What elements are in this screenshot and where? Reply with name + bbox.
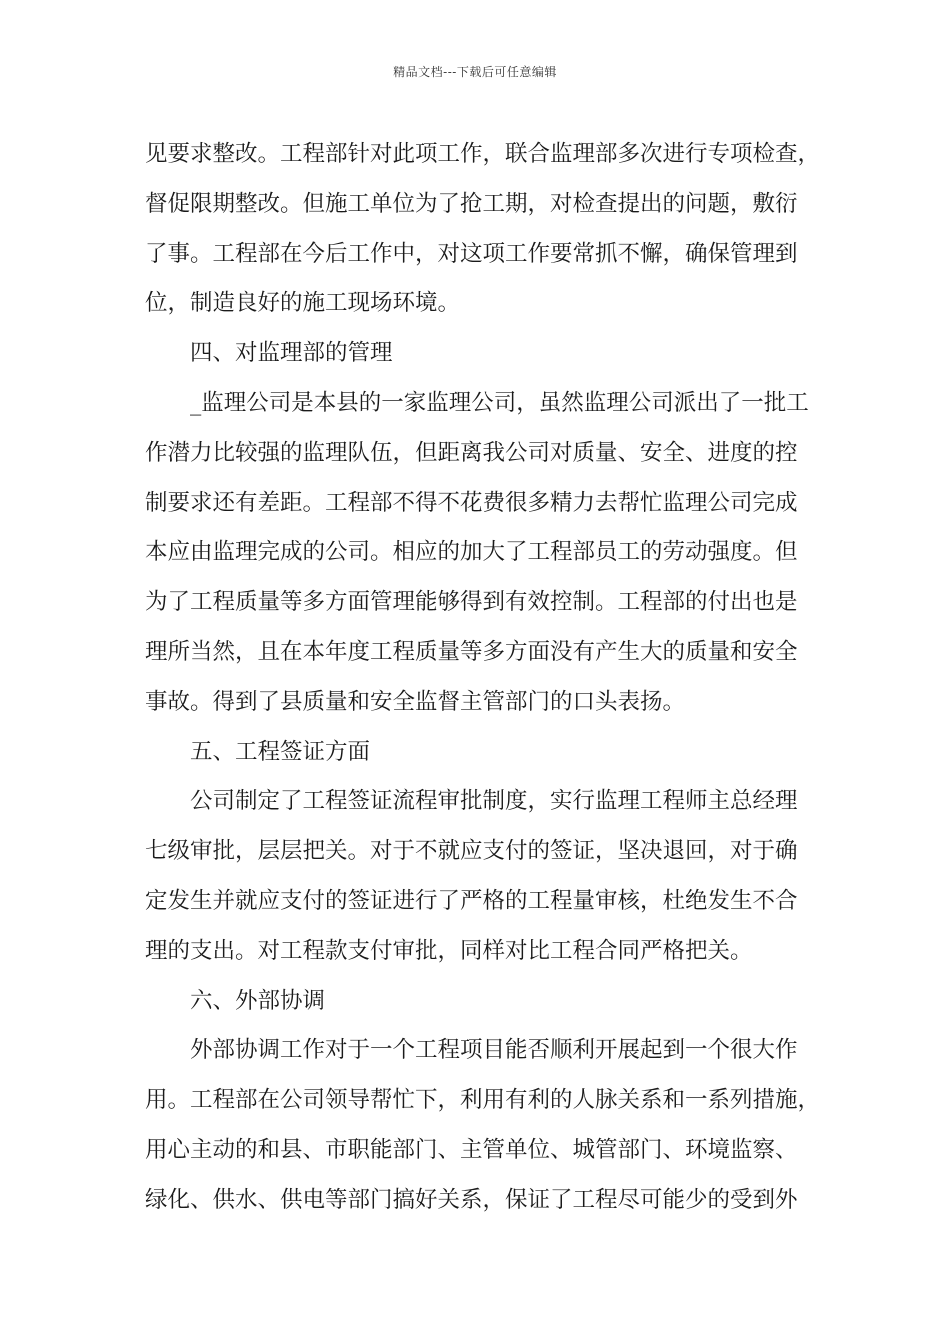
paragraph-line: 理所当然，且在本年度工程质量等多方面没有产生大的质量和安全 — [145, 638, 798, 665]
paragraph-line: 七级审批，层层把关。对于不就应支付的签证，坚决退回，对于确 — [145, 838, 798, 865]
section-heading: 五、工程签证方面 — [190, 738, 371, 765]
paragraph-line: 公司制定了工程签证流程审批制度，实行监理工程师主总经理 — [190, 788, 798, 815]
paragraph-line: 为了工程质量等多方面管理能够得到有效控制。工程部的付出也是 — [145, 589, 798, 616]
page-header: 精品文档---下载后可任意编辑 — [393, 65, 557, 79]
paragraph-line: 用。工程部在公司领导帮忙下，利用有利的人脉关系和一系列措施， — [145, 1087, 821, 1114]
paragraph-line: 外部协调工作对于一个工程项目能否顺利开展起到一个很大作 — [190, 1037, 798, 1064]
paragraph-line: 督促限期整改。但施工单位为了抢工期，对检查提出的问题，敷衍 — [145, 190, 798, 217]
paragraph-line: 绿化、供水、供电等部门搞好关系，保证了工程尽可能少的受到外 — [145, 1186, 798, 1213]
paragraph-line: 见要求整改。工程部针对此项工作，联合监理部多次进行专项检查， — [145, 141, 821, 167]
paragraph-line: 作潜力比较强的监理队伍，但距离我公司对质量、安全、进度的控 — [145, 439, 798, 466]
paragraph-line: 用心主动的和县、市职能部门、主管单位、城管部门、环境监察、 — [145, 1136, 798, 1163]
section-heading: 四、对监理部的管理 — [190, 340, 393, 367]
paragraph-line: 本应由监理完成的公司。相应的加大了工程部员工的劳动强度。但 — [145, 539, 798, 566]
paragraph-line: 理的支出。对工程款支付审批，同样对比工程合同严格把关。 — [145, 937, 753, 964]
paragraph-line: 位，制造良好的施工现场环境。 — [145, 290, 461, 317]
paragraph-line: 事故。得到了县质量和安全监督主管部门的口头表扬。 — [145, 688, 686, 715]
document-body — [145, 130, 821, 1226]
paragraph-line: _监理公司是本县的一家监理公司，虽然监理公司派出了一批工 — [190, 389, 809, 416]
paragraph-line: 了事。工程部在今后工作中，对这项工作要常抓不懈，确保管理到 — [145, 240, 798, 267]
section-heading: 六、外部协调 — [190, 987, 326, 1014]
paragraph-line: 制要求还有差距。工程部不得不花费很多精力去帮忙监理公司完成 — [145, 489, 798, 516]
paragraph-line: 定发生并就应支付的签证进行了严格的工程量审核，杜绝发生不合 — [145, 887, 798, 914]
